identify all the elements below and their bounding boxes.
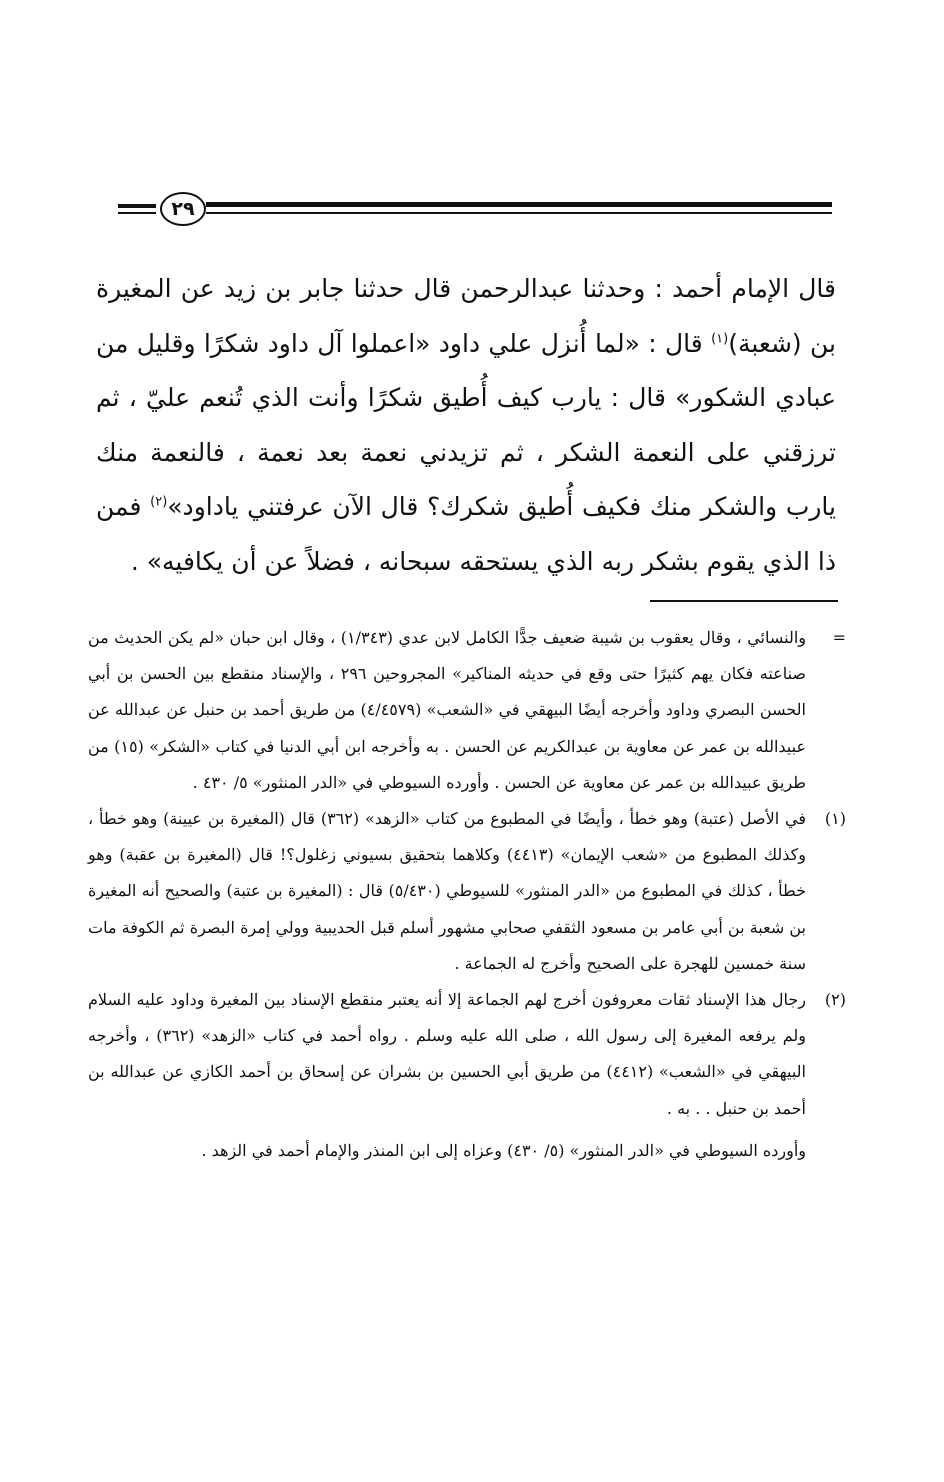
header-rule-left	[118, 204, 156, 208]
footnote-1-mark: (١)	[824, 809, 846, 829]
footnote-2-extra: وأورده السيوطي في «الدر المنثور» (٥/ ٤٣٠) وعزاه إلى ابن المنذر والإمام أحمد في الزهد .	[201, 1140, 806, 1160]
main-text-part1: قال الإمام أحمد : وحدثنا عبدالرحمن قال حدثنا جابر بن زيد عن المغيرة بن (شعبة)	[96, 274, 836, 358]
footnote-2	[88, 982, 846, 1127]
header-rule-right	[206, 202, 832, 207]
footnote-1-text: في الأصل (عتبة) وهو خطأ ، وأيضًا في المطبوع من كتاب «الزهد» (٣٦٢) قال (المغيرة بن عيينة) وهو خطأ ، وكذلك المطبوع من «شعب الإيمان» (٤٤١٣) وكلاهما بتحقيق بسيوني زغلول؟! قال (المغيرة بن عقبة) وهو خطأ ، كذلك في المطبوع من «الدر المنثور» للسيوطي (٥/٤٣٠) قال : (المغيرة بن عتبة) والصحيح أنه المغيرة بن شعبة بن أبي عامر بن مسعود الثقفي صحابي مشهور أسلم قبل الحديبية وولي إمرة البصرة ثم الكوفة مات سنة خمسين للهجرة على الصحيح وأخرج له الجماعة .	[88, 809, 807, 973]
main-text	[96, 262, 836, 589]
page-header	[118, 192, 832, 232]
footnote-1	[88, 801, 846, 982]
main-paragraph	[96, 262, 836, 589]
footnote-2-text: رجال هذا الإسناد ثقات معروفون أخرج لهم الجماعة إلا أنه يعتبر منقطع الإسناد بين المغيرة وداود عليه السلام ولم يرفعه المغيرة إلى رسول الله ، صلى الله عليه وسلم . رواه أحمد في كتاب «الزهد» (٣٦٢) ، وأخرجه البيهقي في «الشعب» (٤٤١٢) من طريق أبي الحسين بن بشران عن إسحاق بن أحمد الكازي عن عبدالله بن أحمد بن حنبل . . به .	[88, 990, 807, 1118]
footnotes	[88, 620, 846, 1169]
header-rule-left-thin	[118, 212, 156, 214]
page-number: ٢٩	[160, 192, 206, 226]
footnote-2-mark: (٢)	[824, 990, 846, 1010]
main-text-part3: فمن ذا الذي يقوم بشكر ربه الذي يستحقه سبحانه ، فضلاً عن أن يكافيه» .	[96, 492, 836, 576]
footnote-continued-mark: =	[832, 628, 846, 647]
header-rule-right-thin	[206, 212, 832, 214]
footnote-separator	[650, 600, 838, 602]
main-text-part2: قال : «لما أُنزل علي داود «اعملوا آل داود شكرًا وقليل من عبادي الشكور» قال : يارب كيف أُطيق شكرًا وأنت الذي تُنعم عليّ ، ثم ترزقني على النعمة الشكر ، ثم تزيدني نعمة بعد نعمة ، فالنعمة منك يارب والشكر منك فكيف أُطيق شكرك؟ قال الآن عرفتني ياداود»	[96, 328, 836, 521]
footnote-ref-2: (٢)	[150, 494, 168, 510]
footnote-continued	[88, 620, 846, 801]
footnote-ref-1: (١)	[711, 331, 729, 347]
footnote-continued-text: والنسائي ، وقال يعقوب بن شيبة ضعيف جدًّا الكامل لابن عدي (١/٣٤٣) ، وقال ابن حبان «لم يكن الحديث من صناعته فكان يهم كثيرًا حتى وقع في حديثه المناكير» المجروحين ٢٩٦ ، والإسناد منقطع بين الحسن بن أبي الحسن البصري وداود وأخرجه أيضًا البيهقي في «الشعب» (٤/٤٥٧٩) من طريق أحمد بن حنبل عن عبدالله عن عبيدالله بن عمر عن معاوية بن عبدالكريم عن الحسن . به وأخرجه ابن أبي الدنيا في كتاب «الشكر» (١٥) من طريق عبيدالله بن عمر عن معاوية عن الحسن . وأورده السيوطي في «الدر المنثور» ٥/ ٤٣٠ .	[88, 628, 807, 792]
